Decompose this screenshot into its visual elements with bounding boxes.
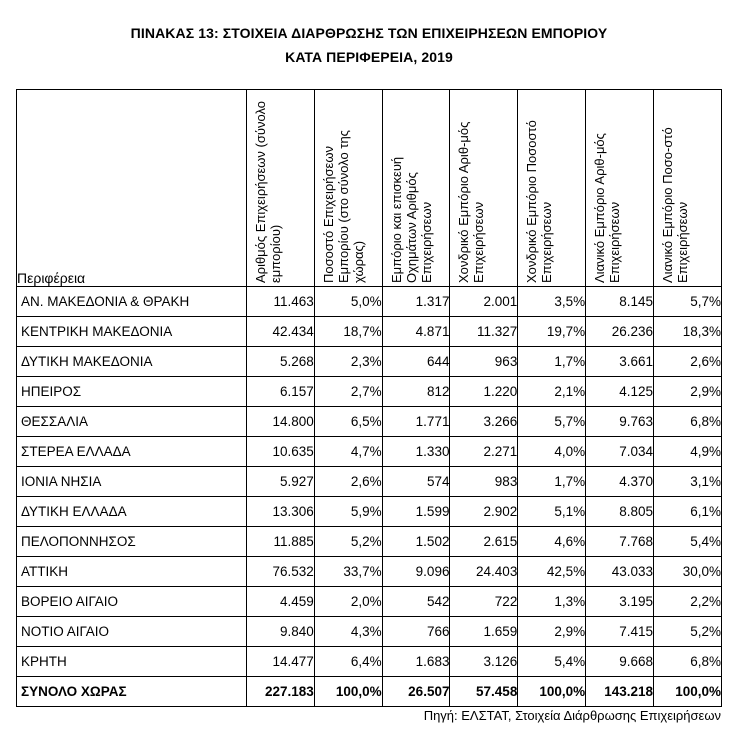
cell: 4.125 bbox=[586, 377, 654, 407]
cell: 2.001 bbox=[450, 287, 518, 317]
table-row bbox=[17, 527, 722, 557]
cell: 8.805 bbox=[586, 497, 654, 527]
table-row bbox=[17, 347, 722, 377]
table-row bbox=[17, 467, 722, 497]
cell: 26.236 bbox=[586, 317, 654, 347]
table-row bbox=[17, 437, 722, 467]
cell: 5,9% bbox=[314, 497, 382, 527]
region-name: ΣΤΕΡΕΑ ΕΛΛΑΔΑ bbox=[17, 437, 247, 467]
cell: 2,3% bbox=[314, 347, 382, 377]
cell: 1.317 bbox=[382, 287, 450, 317]
cell: 1,7% bbox=[518, 467, 586, 497]
table-subtitle: ΚΑΤΑ ΠΕΡΙΦΕΡΕΙΑ, 2019 bbox=[285, 49, 453, 65]
cell: 6,4% bbox=[314, 647, 382, 677]
cell: 24.403 bbox=[450, 557, 518, 587]
cell: 574 bbox=[382, 467, 450, 497]
table-row bbox=[17, 407, 722, 437]
cell: 3.661 bbox=[586, 347, 654, 377]
cell: 100,0% bbox=[314, 677, 382, 707]
table-row bbox=[17, 647, 722, 677]
cell: 4,3% bbox=[314, 617, 382, 647]
cell: 14.800 bbox=[246, 407, 314, 437]
cell: 4.871 bbox=[382, 317, 450, 347]
cell: 3,5% bbox=[518, 287, 586, 317]
region-name: ΚΕΝΤΡΙΚΗ ΜΑΚΕΔΟΝΙΑ bbox=[17, 317, 247, 347]
cell: 983 bbox=[450, 467, 518, 497]
cell: 43.033 bbox=[586, 557, 654, 587]
cell: 5,7% bbox=[654, 287, 722, 317]
total-row bbox=[17, 677, 722, 707]
cell: 2.902 bbox=[450, 497, 518, 527]
region-name: ΚΡΗΤΗ bbox=[17, 647, 247, 677]
source-note: Πηγή: ΕΛΣΤΑΤ, Στοιχεία Διάρθρωσης Επιχειρήσεων bbox=[423, 708, 721, 723]
header-col-label: Αριθμός Επιχειρήσεων (σύνολο εμπορίου) bbox=[252, 101, 283, 283]
cell: 2.615 bbox=[450, 527, 518, 557]
cell: 5.927 bbox=[246, 467, 314, 497]
cell: 6,8% bbox=[654, 647, 722, 677]
region-name: ΘΕΣΣΑΛΙΑ bbox=[17, 407, 247, 437]
cell: 1.599 bbox=[382, 497, 450, 527]
cell: 76.532 bbox=[246, 557, 314, 587]
cell: 2,1% bbox=[518, 377, 586, 407]
cell: 812 bbox=[382, 377, 450, 407]
cell: 2,9% bbox=[654, 377, 722, 407]
table-row bbox=[17, 497, 722, 527]
cell: 5,2% bbox=[314, 527, 382, 557]
header-col bbox=[518, 90, 586, 287]
cell: 13.306 bbox=[246, 497, 314, 527]
trade-enterprises-table bbox=[16, 89, 722, 707]
region-name: ΑΤΤΙΚΗ bbox=[17, 557, 247, 587]
cell: 1.771 bbox=[382, 407, 450, 437]
table-row bbox=[17, 587, 722, 617]
cell: 227.183 bbox=[246, 677, 314, 707]
cell: 2.271 bbox=[450, 437, 518, 467]
cell: 1,3% bbox=[518, 587, 586, 617]
header-region: Περιφέρεια bbox=[17, 90, 247, 287]
cell: 1.502 bbox=[382, 527, 450, 557]
cell: 9.840 bbox=[246, 617, 314, 647]
cell: 1.330 bbox=[382, 437, 450, 467]
cell: 1.659 bbox=[450, 617, 518, 647]
cell: 18,3% bbox=[654, 317, 722, 347]
header-col bbox=[654, 90, 722, 287]
header-col-label: Λιανικό Εμπόριο Ποσο-στό Επιχειρήσεων bbox=[660, 127, 691, 283]
cell: 2,6% bbox=[654, 347, 722, 377]
cell: 2,0% bbox=[314, 587, 382, 617]
region-name: ΙΟΝΙΑ ΝΗΣΙΑ bbox=[17, 467, 247, 497]
region-name: ΒΟΡΕΙΟ ΑΙΓΑΙΟ bbox=[17, 587, 247, 617]
cell: 644 bbox=[382, 347, 450, 377]
cell: 6.157 bbox=[246, 377, 314, 407]
header-col bbox=[586, 90, 654, 287]
table-row bbox=[17, 317, 722, 347]
cell: 542 bbox=[382, 587, 450, 617]
cell: 4,7% bbox=[314, 437, 382, 467]
cell: 3.126 bbox=[450, 647, 518, 677]
cell: 57.458 bbox=[450, 677, 518, 707]
cell: 100,0% bbox=[654, 677, 722, 707]
cell: 4,9% bbox=[654, 437, 722, 467]
cell: 11.327 bbox=[450, 317, 518, 347]
header-col bbox=[382, 90, 450, 287]
cell: 9.763 bbox=[586, 407, 654, 437]
cell: 4.459 bbox=[246, 587, 314, 617]
region-name: ΝΟΤΙΟ ΑΙΓΑΙΟ bbox=[17, 617, 247, 647]
cell: 19,7% bbox=[518, 317, 586, 347]
cell: 6,8% bbox=[654, 407, 722, 437]
cell: 5.268 bbox=[246, 347, 314, 377]
cell: 5,2% bbox=[654, 617, 722, 647]
cell: 5,4% bbox=[518, 647, 586, 677]
header-col-label: Χονδρικό Εμπόριο Ποσοστό Επιχειρήσεων bbox=[524, 120, 555, 283]
cell: 3.266 bbox=[450, 407, 518, 437]
header-col-label: Χονδρικό Εμπόριο Αριθ-μός Επιχειρήσεων bbox=[456, 121, 487, 283]
cell: 6,1% bbox=[654, 497, 722, 527]
cell: 7.415 bbox=[586, 617, 654, 647]
cell: 963 bbox=[450, 347, 518, 377]
cell: 5,7% bbox=[518, 407, 586, 437]
cell: 766 bbox=[382, 617, 450, 647]
cell: 5,1% bbox=[518, 497, 586, 527]
cell: 10.635 bbox=[246, 437, 314, 467]
cell: 33,7% bbox=[314, 557, 382, 587]
cell: 5,0% bbox=[314, 287, 382, 317]
cell: 4,6% bbox=[518, 527, 586, 557]
cell: 18,7% bbox=[314, 317, 382, 347]
cell: 11.463 bbox=[246, 287, 314, 317]
cell: 1.220 bbox=[450, 377, 518, 407]
header-col bbox=[246, 90, 314, 287]
table-row bbox=[17, 377, 722, 407]
cell: 722 bbox=[450, 587, 518, 617]
header-row bbox=[17, 90, 722, 287]
region-name: ΔΥΤΙΚΗ ΕΛΛΑΔΑ bbox=[17, 497, 247, 527]
cell: 42.434 bbox=[246, 317, 314, 347]
header-col bbox=[314, 90, 382, 287]
region-name: ΔΥΤΙΚΗ ΜΑΚΕΔΟΝΙΑ bbox=[17, 347, 247, 377]
cell: 143.218 bbox=[586, 677, 654, 707]
cell: 3.195 bbox=[586, 587, 654, 617]
cell: 2,6% bbox=[314, 467, 382, 497]
cell: 14.477 bbox=[246, 647, 314, 677]
cell: 7.034 bbox=[586, 437, 654, 467]
cell: 2,2% bbox=[654, 587, 722, 617]
cell: 4.370 bbox=[586, 467, 654, 497]
cell: 1.683 bbox=[382, 647, 450, 677]
cell: 9.096 bbox=[382, 557, 450, 587]
cell: 6,5% bbox=[314, 407, 382, 437]
cell: 5,4% bbox=[654, 527, 722, 557]
region-name: ΠΕΛΟΠΟΝΝΗΣΟΣ bbox=[17, 527, 247, 557]
table-row bbox=[17, 287, 722, 317]
cell: 42,5% bbox=[518, 557, 586, 587]
cell: 8.145 bbox=[586, 287, 654, 317]
table-row bbox=[17, 617, 722, 647]
cell: 2,9% bbox=[518, 617, 586, 647]
header-col-label: Ποσοστό Επιχειρήσεων Εμπορίου (στο σύνολο της χώρας) bbox=[320, 130, 366, 283]
total-name: ΣΥΝΟΛΟ ΧΩΡΑΣ bbox=[17, 677, 247, 707]
cell: 9.668 bbox=[586, 647, 654, 677]
cell: 7.768 bbox=[586, 527, 654, 557]
header-col-label: Λιανικό Εμπόριο Αριθ-μός Επιχειρήσεων bbox=[592, 133, 623, 283]
header-col-label: Εμπόριο και επισκευή Οχημάτων Αριθμός Επιχειρήσεων bbox=[388, 156, 434, 283]
cell: 30,0% bbox=[654, 557, 722, 587]
table-title: ΠΙΝΑΚΑΣ 13: ΣΤΟΙΧΕΙΑ ΔΙΑΡΘΡΩΣΗΣ ΤΩΝ ΕΠΙΧΕΙΡΗΣΕΩΝ ΕΜΠΟΡΙΟΥ bbox=[130, 25, 608, 41]
cell: 2,7% bbox=[314, 377, 382, 407]
cell: 4,0% bbox=[518, 437, 586, 467]
cell: 100,0% bbox=[518, 677, 586, 707]
header-col bbox=[450, 90, 518, 287]
region-name: ΑΝ. ΜΑΚΕΔΟΝΙΑ & ΘΡΑΚΗ bbox=[17, 287, 247, 317]
table-row bbox=[17, 557, 722, 587]
cell: 26.507 bbox=[382, 677, 450, 707]
cell: 1,7% bbox=[518, 347, 586, 377]
cell: 3,1% bbox=[654, 467, 722, 497]
cell: 11.885 bbox=[246, 527, 314, 557]
region-name: ΗΠΕΙΡΟΣ bbox=[17, 377, 247, 407]
